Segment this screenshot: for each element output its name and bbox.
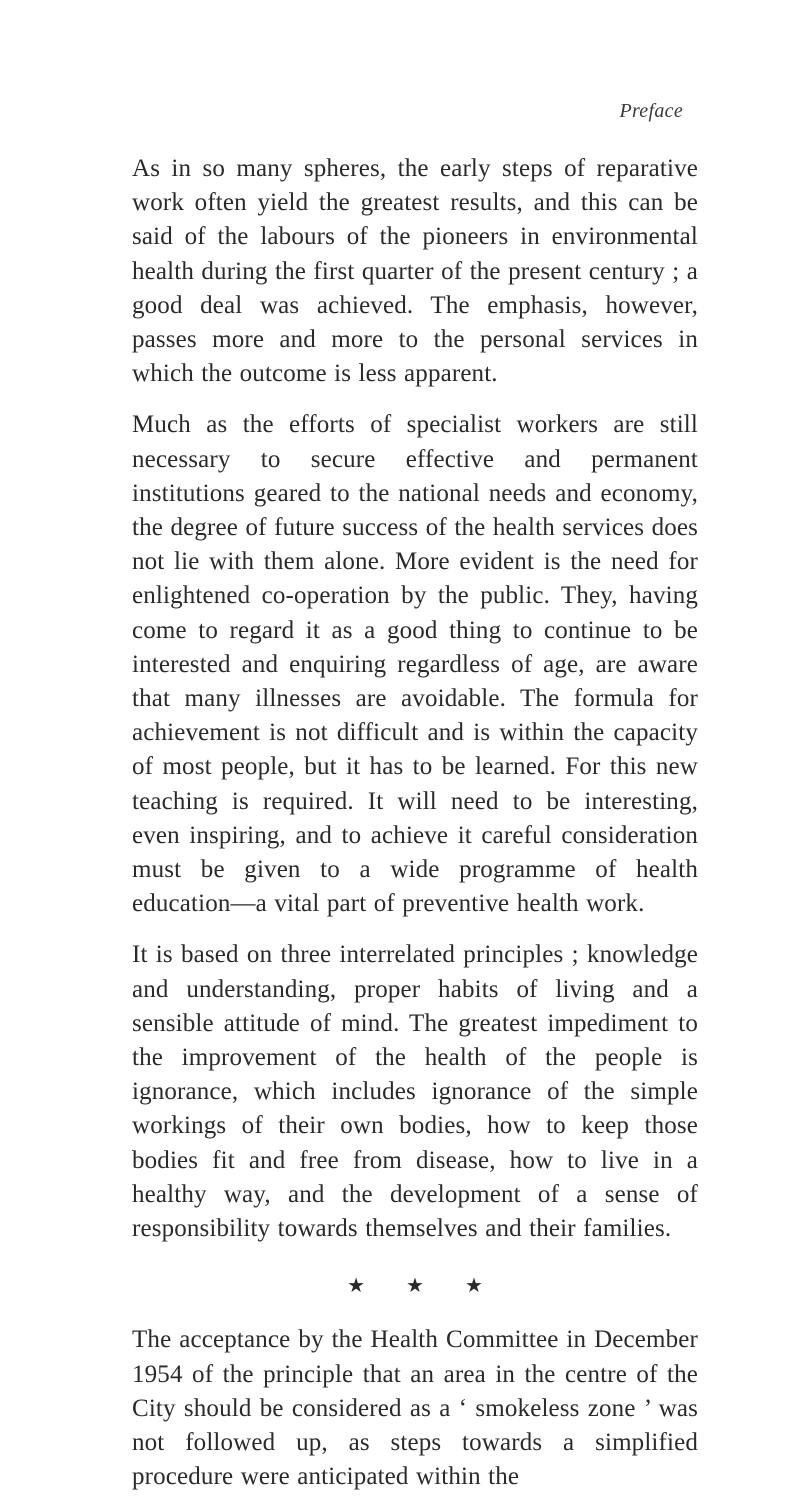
body-text <box>132 152 698 1510</box>
running-head: Preface <box>619 100 683 122</box>
paragraph-2: Much as the efforts of specialist workers are still necessary to secure effective and permanent institutions geared to the national needs and economy, the degree of future success of the health services does not lie with them alone. More evident is the need for enlightened co-operation by the public. They, having come to regard it as a good thing to continue to be interested and enquiring regardless of age, are aware that many illnesses are avoidable. The formula for achievement is not difficult and is within the capacity of most people, but it has to be learned. For this new teaching is required. It will need to be interesting, even inspiring, and to achieve it careful consideration must be given to a wide programme of health education—a vital part of preventive health work. <box>132 411 698 918</box>
section-separator-stars: ★ ★ ★ <box>347 1275 501 1298</box>
paragraph-1: As in so many spheres, the early steps of reparative work often yield the greatest results, and this can be said of the labours of the pioneers in environmental health during the first quarter of the present century ; a good deal was achieved. The emphasis, however, passes more and more to the personal services in which the outcome is less apparent. <box>132 155 698 388</box>
paragraph-4: The acceptance by the Health Committee in December 1954 of the principle that an area in the centre of the City should be considered as a ‘ smokeless zone ’ was not followed up, as steps towards a simplified procedure were anticipated within the <box>132 1326 698 1491</box>
paragraph-3: It is based on three interrelated principles ; knowledge and understanding, proper habits of living and a sensible attitude of mind. The greatest impediment to the improvement of the health of the people is ignorance, which includes ignorance of the simple workings of their own bodies, how to keep those bodies fit and free from disease, how to live in a healthy way, and the development of a sense of responsibility towards themselves and their families. <box>132 941 698 1243</box>
